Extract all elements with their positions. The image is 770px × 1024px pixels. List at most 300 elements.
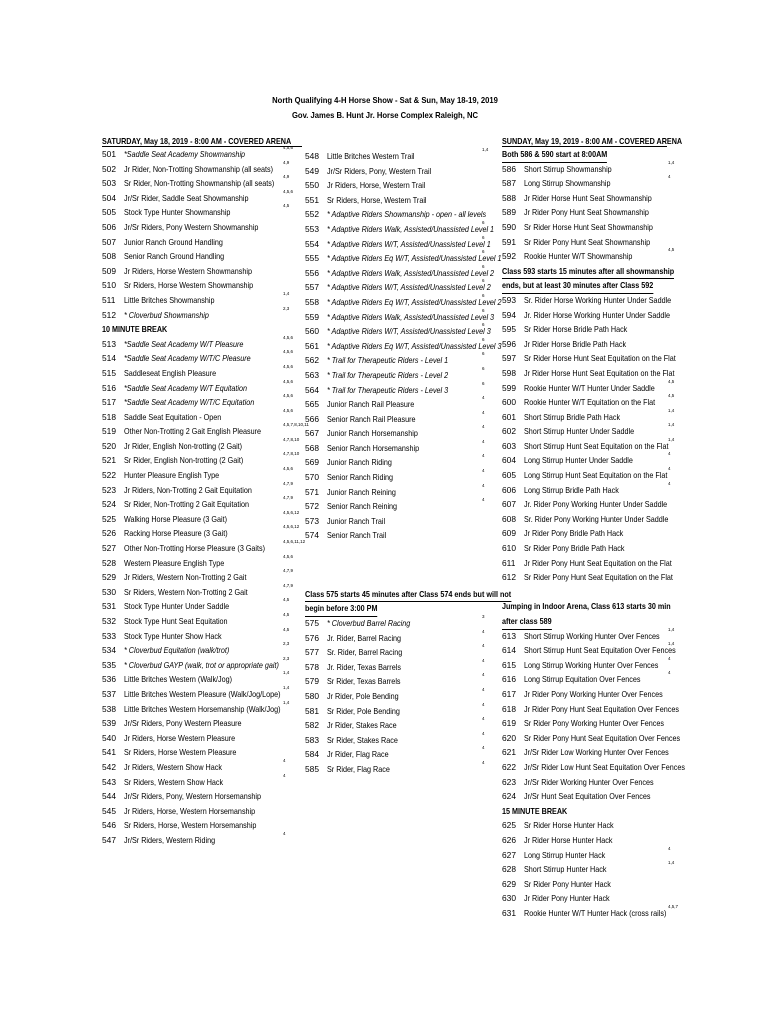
- page-title: North Qualifying 4-H Horse Show - Sat & Sun, May 18-19, 2019: [272, 95, 498, 105]
- footnote-marker: 4,5,6: [283, 553, 294, 559]
- class-name: Rookie Hunter W/T Equitation on the Flat: [524, 397, 656, 408]
- footnote-marker: 4,5: [668, 378, 675, 384]
- class-row: [502, 453, 682, 468]
- class-name: Jr/Sr Rider Low Hunt Seat Equitation Over Fences: [524, 761, 685, 772]
- class-name: Short Stirrup Showmanship: [524, 163, 612, 174]
- class-name: Other Non-Trotting 2 Gait English Pleasure: [124, 426, 262, 437]
- footnote-marker: 4,7,9: [283, 495, 294, 501]
- class-number: 619: [502, 718, 516, 729]
- class-name: Stock Type Hunter Show Hack: [124, 630, 222, 641]
- class-row: [502, 845, 682, 863]
- class-row: [102, 334, 302, 352]
- class-number: 566: [305, 413, 319, 424]
- footnote-marker: 4: [668, 845, 671, 851]
- class-number: 504: [102, 192, 116, 203]
- class-number: 600: [502, 397, 516, 408]
- class-name: Senior Ranch Riding: [327, 472, 394, 483]
- class-name: Jr Riders, Horse Western Pleasure: [124, 732, 236, 743]
- saturday-header: SATURDAY, May 18, 2019 - 8:00 AM - COVERED ARENA: [102, 134, 302, 147]
- class-name: Sr Rider Pony Hunt Seat Showmanship: [524, 236, 651, 247]
- class-number: 573: [305, 515, 319, 526]
- saturday-column: [102, 134, 309, 848]
- class-row: [305, 307, 497, 325]
- footnote-marker: 6: [482, 278, 485, 284]
- footnote-marker: 4: [668, 480, 671, 486]
- class-number: 628: [502, 864, 516, 875]
- footnote-marker: 4: [482, 657, 485, 663]
- class-number: 609: [502, 528, 516, 539]
- class-name: Jr/Sr Riders, Western Riding: [124, 834, 216, 845]
- footnote-marker: 1,4: [283, 670, 290, 676]
- class-name: Sr Rider Horse Hunter Hack: [524, 820, 614, 831]
- class-row: [102, 731, 302, 746]
- class-row: [502, 366, 682, 381]
- class-name: Sr Rider Pony Working Hunter Over Fences: [524, 718, 664, 729]
- class-number: 579: [305, 676, 319, 687]
- class-row: [502, 322, 682, 337]
- class-row: [102, 497, 302, 512]
- class-number: 576: [305, 632, 319, 643]
- class-name: * Adaptive Riders Eq W/T, Assisted/Unassisted Level 1: [327, 253, 502, 264]
- class-name: Jr Rider Pony Hunter Hack: [524, 893, 610, 904]
- class-number: 508: [102, 251, 116, 262]
- spacer: [305, 572, 497, 587]
- footnote-marker: 1,4: [668, 422, 675, 428]
- class-row: [502, 903, 682, 921]
- class-number: 552: [305, 209, 319, 220]
- footnote-marker: 4,5,6: [283, 378, 294, 384]
- section-note-text: Both 586 & 590 start at 8:00AM: [502, 147, 607, 163]
- class-row: [502, 570, 682, 585]
- class-number: 591: [502, 236, 516, 247]
- class-row: [502, 424, 682, 439]
- class-name: * Adaptive Riders W/T, Assisted/Unassisted Level 2: [327, 282, 491, 293]
- class-number: 616: [502, 674, 516, 685]
- class-row: [502, 378, 682, 396]
- class-row: [305, 482, 497, 500]
- class-row: [305, 207, 497, 222]
- class-name: Sr Rider, English Non-trotting (2 Gait): [124, 455, 244, 466]
- class-row: [502, 702, 682, 717]
- class-name: Sr Riders, Horse, Western Horsemanship: [124, 820, 257, 831]
- footnote-marker: 4,5,6: [283, 393, 294, 399]
- class-number: 597: [502, 353, 516, 364]
- class-row: [502, 512, 682, 527]
- class-number: 517: [102, 397, 116, 408]
- class-row: [102, 159, 302, 177]
- class-row: [305, 409, 497, 427]
- class-row: [502, 818, 682, 833]
- class-number: 512: [102, 309, 116, 320]
- class-row: [305, 353, 497, 368]
- class-number: 595: [502, 324, 516, 335]
- class-row: [102, 468, 302, 483]
- class-name: Jr Rider, English Non-trotting (2 Gait): [124, 440, 243, 451]
- footnote-marker: 1,4: [668, 641, 675, 647]
- class-number: 548: [305, 151, 319, 161]
- footnote-marker: 4,5,6: [283, 334, 294, 340]
- class-row: [502, 159, 682, 177]
- class-row: [102, 509, 302, 527]
- class-number: 580: [305, 690, 319, 701]
- section-note: [305, 601, 497, 616]
- class-number: 564: [305, 384, 319, 395]
- class-number: 522: [102, 470, 116, 481]
- class-name: Western Pleasure English Type: [124, 557, 225, 568]
- footnote-marker: 4: [482, 628, 485, 634]
- class-row: [305, 219, 497, 237]
- class-name: Saddleseat English Pleasure: [124, 367, 217, 378]
- class-row: [502, 497, 682, 512]
- class-row: [502, 205, 682, 220]
- class-number: 525: [102, 513, 116, 524]
- footnote-marker: 1,4: [283, 684, 290, 690]
- class-name: * Adaptive Riders Walk, Assisted/Unassisted Level 3: [327, 311, 495, 322]
- class-row: [502, 862, 682, 877]
- class-number: 604: [502, 455, 516, 466]
- class-number: 602: [502, 426, 516, 437]
- class-name: Sr Rider Horse Hunt Seat Equitation on the Flat: [524, 353, 676, 364]
- class-number: 594: [502, 309, 516, 320]
- class-number: 565: [305, 399, 319, 410]
- class-number: 584: [305, 749, 319, 760]
- class-name: Jr Rider Pony Hunt Seat Equitation on the Flat: [524, 557, 672, 568]
- section-note-text: Class 575 starts 45 minutes after Class 574 ends but will not: [305, 587, 511, 603]
- class-number: 533: [102, 630, 116, 641]
- class-row: [305, 292, 502, 310]
- class-row: [305, 674, 497, 689]
- footnote-marker: 4: [668, 466, 671, 472]
- class-number: 608: [502, 513, 516, 524]
- class-number: 554: [305, 238, 319, 249]
- class-number: 519: [102, 426, 116, 437]
- class-row: [102, 188, 302, 206]
- footnote-marker: 6: [482, 336, 485, 342]
- class-row: [305, 164, 497, 179]
- class-name: * Cloverbud Barrel Racing: [327, 618, 411, 628]
- class-number: 531: [102, 601, 116, 612]
- class-number: 593: [502, 294, 516, 305]
- class-row: [305, 193, 497, 208]
- class-name: * Trail for Therapeutic Riders - Level 2: [327, 369, 449, 380]
- class-number: 615: [502, 659, 516, 670]
- class-name: Jr/Sr Rider Working Hunter Over Fences: [524, 776, 654, 787]
- class-number: 578: [305, 661, 319, 672]
- class-name: Jr Rider Horse Hunter Hack: [524, 834, 613, 845]
- class-number: 513: [102, 338, 116, 349]
- footnote-marker: 4,5,6: [283, 145, 294, 150]
- class-number: 547: [102, 834, 116, 845]
- footnote-marker: 4: [482, 643, 485, 649]
- class-row: [305, 730, 497, 748]
- class-name: Long Stirrup Hunter Hack: [524, 849, 606, 860]
- section-note-text: Class 593 starts 15 minutes after all showmanship: [502, 264, 674, 280]
- class-number: 581: [305, 705, 319, 716]
- class-row: [502, 687, 682, 702]
- footnote-marker: 4,5,6,11,12: [283, 539, 306, 545]
- class-row: [502, 731, 682, 746]
- class-number: 590: [502, 221, 516, 232]
- class-row: [502, 643, 682, 658]
- class-row: [502, 191, 682, 206]
- class-number: 577: [305, 647, 319, 658]
- class-name: Short Stirrup Hunt Seat Equitation Over Fences: [524, 645, 676, 656]
- class-row: [305, 397, 497, 412]
- class-row: [102, 422, 309, 439]
- class-number: 540: [102, 732, 116, 743]
- class-name: Jr Rider Pony Hunt Seat Showmanship: [524, 207, 649, 218]
- class-name: Jr. Rider Pony Working Hunter Under Saddle: [524, 499, 668, 510]
- class-row: [502, 775, 682, 790]
- footnote-marker: 6: [482, 365, 485, 371]
- class-number: 611: [502, 557, 516, 568]
- class-row: [502, 877, 682, 892]
- section-note: [502, 147, 682, 162]
- section-note-text: Jumping in Indoor Arena, Class 613 starts 30 min: [502, 601, 671, 612]
- class-number: 557: [305, 282, 319, 293]
- class-row: [102, 539, 306, 556]
- footnote-marker: 4,7,9: [283, 568, 294, 574]
- class-row: [502, 308, 682, 323]
- class-number: 627: [502, 849, 516, 860]
- class-row: [502, 436, 682, 454]
- class-number: 549: [305, 165, 319, 176]
- class-row: [102, 436, 302, 454]
- class-number: 502: [102, 163, 116, 174]
- class-number: 539: [102, 718, 116, 729]
- section-note-text: ends, but at least 30 minutes after Class 592: [502, 278, 653, 294]
- class-number: 532: [102, 616, 116, 626]
- class-row: [102, 830, 302, 848]
- class-name: Jr Riders, Non-Trotting 2 Gait Equitation: [124, 484, 252, 495]
- footnote-marker: 1,4: [668, 159, 675, 165]
- class-name: Sr Rider, Non-Trotting Showmanship (all seats): [124, 178, 275, 189]
- class-row: [502, 655, 682, 673]
- class-name: Rookie Hunter W/T Hunter Under Saddle: [524, 382, 655, 393]
- class-row: [102, 264, 302, 279]
- class-name: *Saddle Seat Academy W/T Pleasure: [124, 338, 244, 349]
- class-name: Short Stirrup Hunt Seat Equitation on the Flat: [524, 440, 669, 451]
- class-row: [305, 438, 497, 456]
- footnote-marker: 4: [482, 745, 485, 751]
- footnote-marker: 4,5: [283, 203, 290, 209]
- footnote-marker: 4: [668, 670, 671, 676]
- class-row: [502, 626, 682, 644]
- class-row: [502, 337, 682, 352]
- class-number: 511: [102, 294, 116, 305]
- section-note-text: 10 MINUTE BREAK: [102, 324, 168, 335]
- class-name: Long Stirrup Working Hunter Over Fences: [524, 659, 659, 670]
- footnote-marker: 4,5: [283, 597, 290, 603]
- class-row: [102, 407, 302, 425]
- class-name: Sr Rider Horse Bridle Path Hack: [524, 324, 628, 335]
- footnote-marker: 6: [482, 249, 485, 255]
- class-row: [102, 147, 302, 162]
- footnote-marker: 4,5: [668, 393, 675, 399]
- class-number: 621: [502, 747, 516, 758]
- class-number: 606: [502, 484, 516, 495]
- class-number: 567: [305, 428, 319, 439]
- class-name: Senior Ranch Ground Handling: [124, 251, 225, 262]
- class-number: 620: [502, 732, 516, 743]
- class-number: 563: [305, 369, 319, 380]
- class-number: 501: [102, 149, 116, 159]
- footnote-marker: 4: [482, 482, 485, 488]
- class-name: Stock Type Hunter Under Saddle: [124, 601, 230, 612]
- class-name: Jr/Sr Riders, Pony Western Pleasure: [124, 718, 242, 729]
- class-row: [102, 699, 302, 717]
- section-note-text: after class 589: [502, 614, 552, 630]
- class-row: [305, 701, 497, 719]
- class-number: 618: [502, 703, 516, 714]
- class-number: 586: [502, 163, 516, 174]
- class-row: [305, 616, 497, 631]
- class-name: Jr/Sr Hunt Seat Equitation Over Fences: [524, 791, 651, 802]
- class-number: 536: [102, 674, 116, 685]
- class-number: 528: [102, 557, 116, 568]
- class-row: [305, 645, 497, 660]
- class-name: * Cloverbud GAYP (walk, trot or appropriate gait): [124, 659, 279, 670]
- class-row: [502, 833, 682, 848]
- class-row: [305, 336, 502, 354]
- class-name: Jr Rider, Non-Trotting Showmanship (all seats): [124, 163, 274, 174]
- class-row: [102, 480, 302, 498]
- class-number: 521: [102, 455, 116, 466]
- class-number: 534: [102, 645, 116, 656]
- class-row: [305, 280, 497, 295]
- class-name: Short Stirrup Bridle Path Hack: [524, 411, 621, 422]
- class-name: Sr Rider Pony Hunt Seat Equitation Over Fences: [524, 732, 681, 743]
- class-number: 587: [502, 178, 516, 189]
- footnote-marker: 6: [482, 307, 485, 313]
- class-row: [102, 176, 302, 191]
- class-number: 630: [502, 893, 516, 904]
- class-number: 631: [502, 907, 516, 918]
- class-number: 523: [102, 484, 116, 495]
- class-number: 598: [502, 367, 516, 378]
- class-name: * Adaptive Riders Eq W/T, Assisted/Unassisted Level 3: [327, 340, 502, 351]
- class-number: 572: [305, 501, 319, 512]
- section-note: [102, 322, 302, 337]
- class-row: [502, 176, 682, 191]
- class-row: [305, 380, 497, 398]
- section-note: [502, 804, 682, 819]
- class-number: 623: [502, 776, 516, 787]
- class-name: Jr Rider Pony Hunt Seat Equitation Over Fences: [524, 703, 679, 714]
- class-row: [102, 220, 302, 235]
- class-row: [102, 205, 302, 220]
- class-row: [102, 526, 302, 541]
- class-name: Long Stirrup Equitation Over Fences: [524, 674, 641, 685]
- footnote-marker: 4,5,6: [283, 407, 294, 413]
- class-name: Racking Horse Pleasure (3 Gait): [124, 528, 228, 539]
- class-row: [305, 365, 497, 383]
- class-row: [102, 278, 302, 293]
- class-name: Little Britches Western Horsemanship (Walk/Jog): [124, 703, 281, 714]
- section-note: [502, 264, 682, 279]
- class-name: Jr Riders, Western Non-Trotting 2 Gait: [124, 572, 247, 583]
- class-name: Sr Riders, Horse, Western Trail: [327, 194, 427, 205]
- class-name: * Adaptive Riders W/T, Assisted/Unassisted Level 1: [327, 238, 491, 249]
- class-name: Little Britches Showmanship: [124, 294, 215, 305]
- class-row: [502, 789, 682, 804]
- class-name: Rookie Hunter W/T Showmanship: [524, 251, 633, 262]
- class-row: [305, 149, 497, 164]
- class-number: 596: [502, 338, 516, 349]
- footnote-marker: 4,5: [283, 612, 290, 617]
- class-number: 568: [305, 442, 319, 453]
- class-number: 505: [102, 207, 116, 218]
- class-name: Long Stirrup Hunter Under Saddle: [524, 455, 633, 466]
- class-number: 524: [102, 499, 116, 510]
- class-row: [305, 178, 497, 193]
- class-name: Jr Rider Horse Hunt Seat Equitation on the Flat: [524, 367, 675, 378]
- class-number: 550: [305, 180, 319, 191]
- footnote-marker: 4: [283, 830, 286, 836]
- class-name: Jr. Rider Horse Working Hunter Under Saddle: [524, 309, 670, 320]
- class-name: Saddle Seat Equitation - Open: [124, 411, 222, 422]
- class-row: [502, 672, 682, 687]
- class-name: Sr Rider Pony Hunter Hack: [524, 878, 611, 889]
- class-number: 546: [102, 820, 116, 831]
- footnote-marker: 4,7,8,10: [283, 451, 300, 457]
- class-name: Jr Riders, Horse Western Showmanship: [124, 265, 252, 276]
- footnote-marker: 4,7,9: [283, 582, 294, 588]
- class-name: Sr. Rider, Barrel Racing: [327, 647, 403, 658]
- class-row: [102, 772, 302, 790]
- class-row: [305, 747, 497, 762]
- class-name: * Adaptive Riders Walk, Assisted/Unassisted Level 2: [327, 267, 495, 278]
- footnote-marker: 4,7,8,10: [283, 436, 300, 442]
- footnote-marker: 4,5,7,8,10,11: [283, 422, 309, 428]
- class-row: [102, 745, 302, 760]
- class-row: [102, 804, 302, 819]
- class-row: [502, 480, 682, 498]
- class-name: Little Britches Western Pleasure (Walk/Jog/Lope): [124, 688, 281, 699]
- class-name: Jr/Sr Rider, Saddle Seat Showmanship: [124, 192, 249, 203]
- class-row: [102, 570, 302, 585]
- class-name: Junior Ranch Ground Handling: [124, 236, 223, 247]
- class-name: Jr Riders, Western Show Hack: [124, 761, 222, 772]
- footnote-marker: 2,3: [283, 655, 290, 661]
- class-name: Sr Rider, Flag Race: [327, 763, 390, 774]
- class-row: [102, 643, 302, 658]
- class-name: *Saddle Seat Academy W/T/C Pleasure: [124, 353, 251, 364]
- class-row: [102, 789, 302, 804]
- class-row: [305, 470, 497, 485]
- class-row: [102, 818, 302, 833]
- page-subtitle: Gov. James B. Hunt Jr. Horse Complex Raleigh, NC: [291, 110, 479, 120]
- class-name: Junior Ranch Riding: [327, 457, 392, 468]
- class-number: 544: [102, 791, 116, 802]
- class-name: Short Stirrup Working Hunter Over Fences: [524, 630, 660, 641]
- footnote-marker: 3: [482, 614, 485, 619]
- footnote-marker: 4,5: [668, 247, 675, 253]
- class-row: [102, 235, 302, 250]
- class-name: Jr Rider Pony Working Hunter Over Fences: [524, 688, 663, 699]
- footnote-marker: 4: [283, 772, 286, 778]
- class-name: * Adaptive Riders Eq W/T, Assisted/Unassisted Level 2: [327, 296, 502, 307]
- footnote-marker: 1,4: [668, 407, 675, 413]
- class-number: 583: [305, 734, 319, 745]
- class-number: 601: [502, 411, 516, 422]
- class-number: 551: [305, 194, 319, 205]
- class-row: [102, 655, 302, 673]
- class-row: [502, 541, 682, 556]
- class-row: [502, 293, 682, 308]
- spacer: [305, 543, 497, 558]
- class-number: 588: [502, 192, 516, 203]
